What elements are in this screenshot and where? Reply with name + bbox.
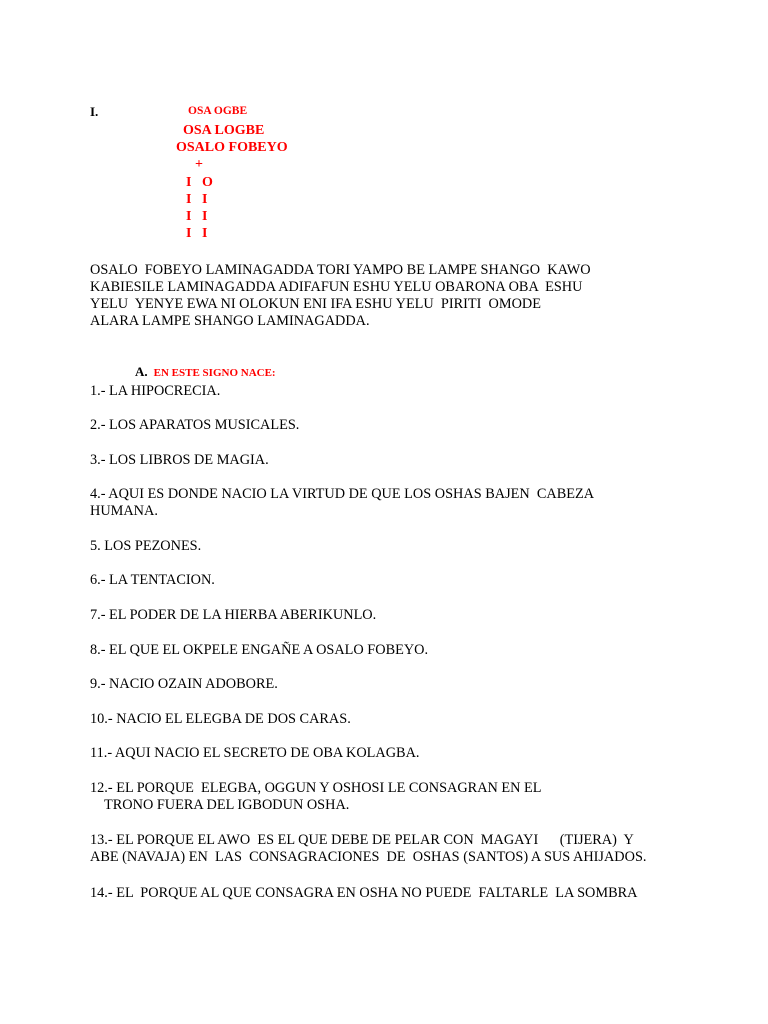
list-item: 9.- NACIO OZAIN ADOBORE.: [90, 676, 278, 692]
list-item: 11.- AQUI NACIO EL SECRETO DE OBA KOLAGBA.: [90, 745, 420, 761]
intro-line: KABIESILE LAMINAGADDA ADIFAFUN ESHU YELU OBARONA OBA ESHU: [90, 279, 583, 295]
figure-row: I O: [186, 175, 213, 190]
subsection-heading: [135, 364, 276, 380]
list-item: 10.- NACIO EL ELEGBA DE DOS CARAS.: [90, 711, 351, 727]
list-item: 2.- LOS APARATOS MUSICALES.: [90, 417, 300, 433]
list-item: 13.- EL PORQUE EL AWO ES EL QUE DEBE DE PELAR CON MAGAYI (TIJERA) Y: [90, 832, 634, 848]
subsection-label: EN ESTE SIGNO NACE:: [153, 367, 276, 379]
sign-title-small: OSA OGBE: [188, 105, 248, 117]
list-item: 12.- EL PORQUE ELEGBA, OGGUN Y OSHOSI LE CONSAGRAN EN EL: [90, 780, 542, 796]
list-item: 14.- EL PORQUE AL QUE CONSAGRA EN OSHA NO PUEDE FALTARLE LA SOMBRA: [90, 885, 638, 901]
list-item: 4.- AQUI ES DONDE NACIO LA VIRTUD DE QUE LOS OSHAS BAJEN CABEZA: [90, 486, 595, 502]
list-item-continuation: ABE (NAVAJA) EN LAS CONSAGRACIONES DE OSHAS (SANTOS) A SUS AHIJADOS.: [90, 849, 647, 865]
section-number: I.: [90, 104, 99, 119]
list-item-continuation: TRONO FUERA DEL IGBODUN OSHA.: [90, 797, 350, 813]
sign-title-line2: OSALO FOBEYO: [176, 140, 288, 155]
figure-row: I I: [186, 226, 208, 241]
sign-title-line1: OSA LOGBE: [183, 123, 265, 138]
list-item: 3.- LOS LIBROS DE MAGIA.: [90, 452, 269, 468]
list-item: 1.- LA HIPOCRECIA.: [90, 383, 221, 399]
list-item: 5. LOS PEZONES.: [90, 538, 202, 554]
figure-row: I I: [186, 192, 208, 207]
list-item: 6.- LA TENTACION.: [90, 572, 215, 588]
intro-line: YELU YENYE EWA NI OLOKUN ENI IFA ESHU YELU PIRITI OMODE: [90, 296, 541, 312]
list-item: 7.- EL PODER DE LA HIERBA ABERIKUNLO.: [90, 607, 377, 623]
list-item: 8.- EL QUE EL OKPELE ENGAÑE A OSALO FOBEYO.: [90, 642, 429, 658]
intro-line: ALARA LAMPE SHANGO LAMINAGADDA.: [90, 313, 370, 329]
list-item-continuation: HUMANA.: [90, 503, 158, 519]
figure-row: I I: [186, 209, 208, 224]
figure-plus: +: [195, 157, 203, 172]
intro-line: OSALO FOBEYO LAMINAGADDA TORI YAMPO BE LAMPE SHANGO KAWO: [90, 262, 591, 278]
subsection-letter: A.: [135, 364, 148, 379]
